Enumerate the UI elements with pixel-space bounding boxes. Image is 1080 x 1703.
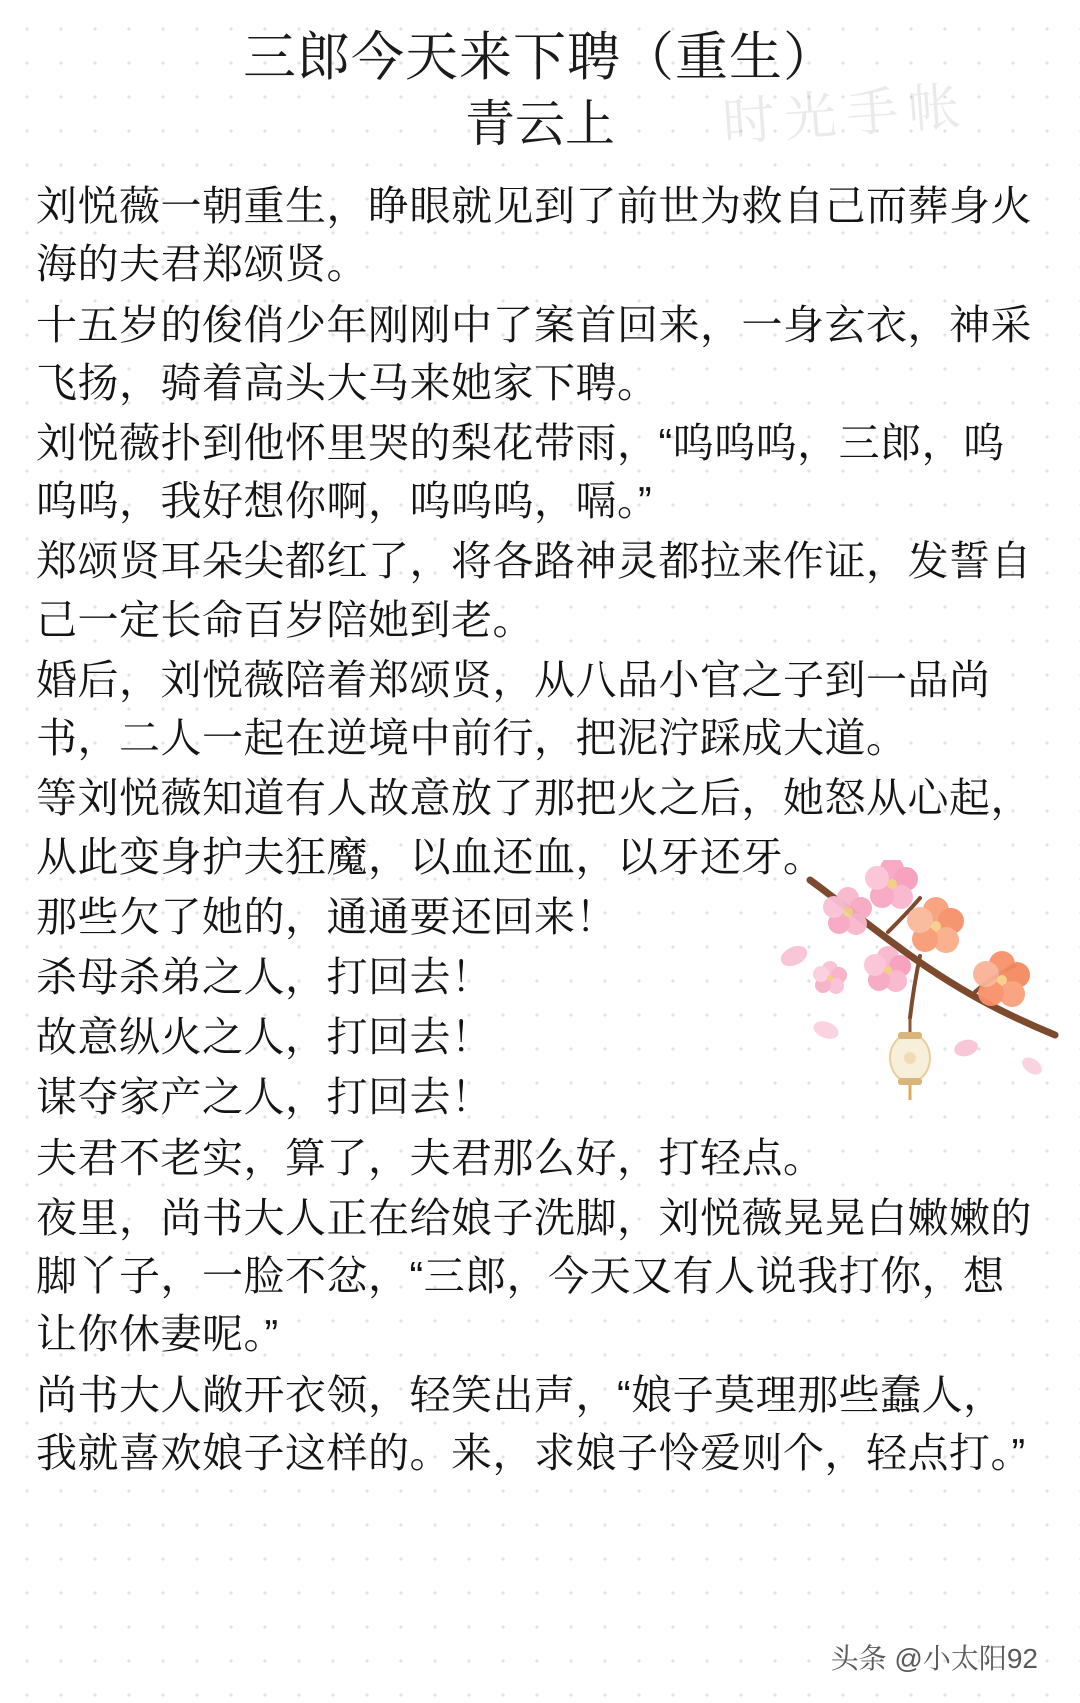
body-text <box>36 177 1044 1482</box>
page-title: 三郎今天来下聘（重生） <box>243 28 837 87</box>
paragraph: 谋夺家产之人，打回去！ <box>36 1074 493 1121</box>
paragraph: 刘悦薇一朝重生，睁眼就见到了前世为救自己而葬身火海的夫君郑颂贤。 <box>36 183 1032 288</box>
paragraph: 十五岁的俊俏少年刚刚中了案首回来，一身玄衣，神采飞扬，骑着高头大马来她家下聘。 <box>36 301 1032 406</box>
watermark-text: 时光手帐 <box>720 77 973 153</box>
footer-credit: 头条 @小太阳92 <box>830 1643 1038 1674</box>
paragraph: 故意纵火之人，打回去！ <box>36 1014 493 1061</box>
paragraph: 夫君不老实，算了，夫君那么好，打轻点。 <box>36 1134 825 1181</box>
paragraph: 杀母杀弟之人，打回去！ <box>36 954 493 1000</box>
title-block <box>36 26 1044 155</box>
paragraph: 等刘悦薇知道有人故意放了那把火之后，她怒从心起，从此变身护夫狂魔，以血还血，以牙还牙。 <box>36 775 1032 880</box>
author-name: 青云上 <box>465 95 615 152</box>
paragraph: 夜里，尚书大人正在给娘子洗脚，刘悦薇晃晃白嫩嫩的脚丫子，一脸不忿，“三郎，今天又有人说我打你，想让你休妻呢。” <box>36 1194 1032 1358</box>
paragraph: 婚后，刘悦薇陪着郑颂贤，从八品小官之子到一品尚书，二人一起在逆境中前行，把泥泞踩成大道。 <box>36 656 991 762</box>
paragraph: 刘悦薇扑到他怀里哭的梨花带雨，“呜呜呜，三郎，呜呜呜，我好想你啊，呜呜呜，嗝。” <box>36 420 1005 525</box>
paragraph: 那些欠了她的，通通要还回来！ <box>36 893 617 940</box>
paragraph: 郑颂贤耳朵尖都红了，将各路神灵都拉来作证，发誓自己一定长命百岁陪她到老。 <box>36 538 1032 643</box>
paragraph: 尚书大人敞开衣领，轻笑出声，“娘子莫理那些蠢人，我就喜欢娘子这样的。来，求娘子怜爱则个，轻点打。” <box>36 1371 1026 1476</box>
